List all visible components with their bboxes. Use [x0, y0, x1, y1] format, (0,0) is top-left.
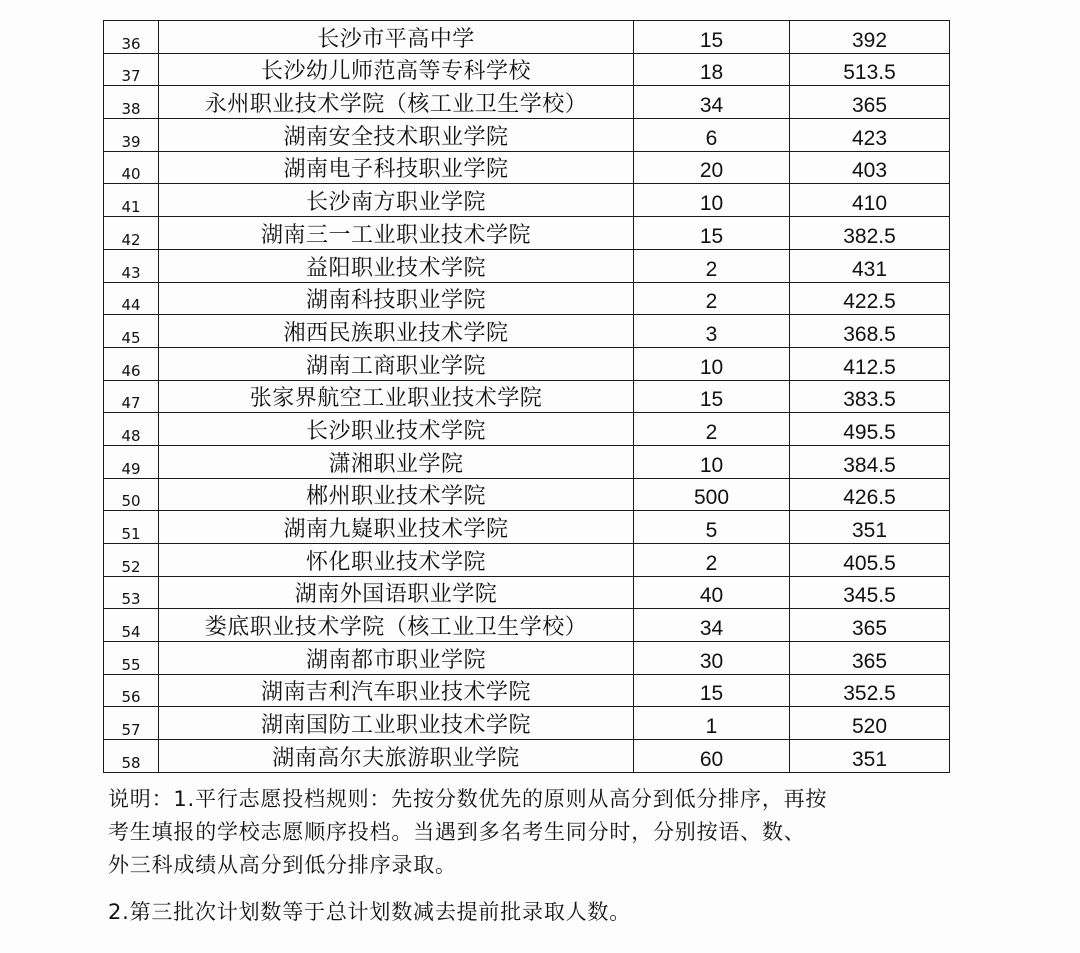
table-row — [104, 282, 950, 315]
table-row — [104, 86, 950, 119]
table-row — [104, 217, 950, 250]
min-score-cell: 351 — [790, 511, 950, 544]
row-index-cell: 49 — [104, 445, 159, 478]
min-score-cell: 345.5 — [790, 576, 950, 609]
table-row — [104, 249, 950, 282]
school-name-cell: 娄底职业技术学院（核工业卫生学校） — [159, 609, 634, 642]
table-row — [104, 478, 950, 511]
table-row — [104, 53, 950, 86]
plan-count-cell: 15 — [634, 674, 790, 707]
min-score-cell: 431 — [790, 249, 950, 282]
row-index-cell: 45 — [104, 315, 159, 348]
row-index-cell: 53 — [104, 576, 159, 609]
school-name-cell: 永州职业技术学院（核工业卫生学校） — [159, 86, 634, 119]
table-row — [104, 707, 950, 740]
school-name-cell: 长沙南方职业学院 — [159, 184, 634, 217]
row-index-cell: 36 — [104, 21, 159, 54]
plan-count-cell: 20 — [634, 151, 790, 184]
row-index-cell: 38 — [104, 86, 159, 119]
min-score-cell: 368.5 — [790, 315, 950, 348]
min-score-cell: 365 — [790, 86, 950, 119]
row-index-cell: 42 — [104, 217, 159, 250]
min-score-cell: 352.5 — [790, 674, 950, 707]
plan-count-cell: 3 — [634, 315, 790, 348]
table-row — [104, 740, 950, 773]
school-name-cell: 湖南电子科技职业学院 — [159, 151, 634, 184]
row-index-cell: 40 — [104, 151, 159, 184]
school-name-cell: 湖南安全技术职业学院 — [159, 119, 634, 152]
min-score-cell: 412.5 — [790, 347, 950, 380]
min-score-cell: 422.5 — [790, 282, 950, 315]
min-score-cell: 426.5 — [790, 478, 950, 511]
row-index-cell: 52 — [104, 544, 159, 577]
table-row — [104, 642, 950, 675]
table-row — [104, 380, 950, 413]
school-name-cell: 湖南吉利汽车职业技术学院 — [159, 674, 634, 707]
min-score-cell: 384.5 — [790, 445, 950, 478]
plan-count-cell: 15 — [634, 21, 790, 54]
table-row — [104, 347, 950, 380]
table-row — [104, 576, 950, 609]
plan-count-cell: 18 — [634, 53, 790, 86]
table-row — [104, 544, 950, 577]
school-name-cell: 长沙职业技术学院 — [159, 413, 634, 446]
row-index-cell: 51 — [104, 511, 159, 544]
school-name-cell: 湖南工商职业学院 — [159, 347, 634, 380]
row-index-cell: 41 — [104, 184, 159, 217]
min-score-cell: 365 — [790, 609, 950, 642]
note-line-1: 说明：1.平行志愿投档规则：先按分数优先的原则从高分到低分排序，再按 — [108, 787, 828, 811]
min-score-cell: 513.5 — [790, 53, 950, 86]
row-index-cell: 55 — [104, 642, 159, 675]
plan-count-cell: 60 — [634, 740, 790, 773]
note-line-3: 外三科成绩从高分到低分排序录取。 — [108, 853, 457, 877]
min-score-cell: 351 — [790, 740, 950, 773]
table-row — [104, 674, 950, 707]
plan-count-cell: 10 — [634, 347, 790, 380]
school-name-cell: 湘西民族职业技术学院 — [159, 315, 634, 348]
plan-count-cell: 15 — [634, 380, 790, 413]
school-name-cell: 张家界航空工业职业技术学院 — [159, 380, 634, 413]
school-name-cell: 郴州职业技术学院 — [159, 478, 634, 511]
school-name-cell: 怀化职业技术学院 — [159, 544, 634, 577]
min-score-cell: 423 — [790, 119, 950, 152]
school-name-cell: 长沙市平高中学 — [159, 21, 634, 54]
plan-count-cell: 34 — [634, 609, 790, 642]
plan-count-cell: 34 — [634, 86, 790, 119]
row-index-cell: 57 — [104, 707, 159, 740]
plan-count-cell: 40 — [634, 576, 790, 609]
plan-count-cell: 2 — [634, 413, 790, 446]
admission-table — [103, 20, 950, 773]
school-name-cell: 湖南科技职业学院 — [159, 282, 634, 315]
school-name-cell: 湖南高尔夫旅游职业学院 — [159, 740, 634, 773]
table-row — [104, 445, 950, 478]
row-index-cell: 46 — [104, 347, 159, 380]
table-row — [104, 119, 950, 152]
table-row — [104, 511, 950, 544]
note-line-2: 考生填报的学校志愿顺序投档。当遇到多名考生同分时，分别按语、数、 — [108, 820, 806, 844]
min-score-cell: 520 — [790, 707, 950, 740]
row-index-cell: 39 — [104, 119, 159, 152]
table-row — [104, 151, 950, 184]
admission-table-body — [104, 21, 950, 773]
row-index-cell: 44 — [104, 282, 159, 315]
row-index-cell: 43 — [104, 249, 159, 282]
min-score-cell: 410 — [790, 184, 950, 217]
school-name-cell: 湖南三一工业职业技术学院 — [159, 217, 634, 250]
table-row — [104, 21, 950, 54]
row-index-cell: 48 — [104, 413, 159, 446]
plan-count-cell: 1 — [634, 707, 790, 740]
school-name-cell: 湖南外国语职业学院 — [159, 576, 634, 609]
plan-count-cell: 2 — [634, 544, 790, 577]
note-line-4: 2.第三批次计划数等于总计划数减去提前批录取人数。 — [108, 900, 632, 924]
school-name-cell: 湖南九嶷职业技术学院 — [159, 511, 634, 544]
table-row — [104, 413, 950, 446]
plan-count-cell: 6 — [634, 119, 790, 152]
row-index-cell: 56 — [104, 674, 159, 707]
plan-count-cell: 10 — [634, 445, 790, 478]
min-score-cell: 383.5 — [790, 380, 950, 413]
plan-count-cell: 15 — [634, 217, 790, 250]
plan-count-cell: 5 — [634, 511, 790, 544]
min-score-cell: 392 — [790, 21, 950, 54]
notes-section — [108, 783, 958, 929]
table-row — [104, 184, 950, 217]
min-score-cell: 403 — [790, 151, 950, 184]
table-row — [104, 315, 950, 348]
row-index-cell: 47 — [104, 380, 159, 413]
school-name-cell: 长沙幼儿师范高等专科学校 — [159, 53, 634, 86]
row-index-cell: 50 — [104, 478, 159, 511]
min-score-cell: 382.5 — [790, 217, 950, 250]
plan-count-cell: 10 — [634, 184, 790, 217]
min-score-cell: 405.5 — [790, 544, 950, 577]
min-score-cell: 365 — [790, 642, 950, 675]
row-index-cell: 54 — [104, 609, 159, 642]
plan-count-cell: 30 — [634, 642, 790, 675]
school-name-cell: 湖南都市职业学院 — [159, 642, 634, 675]
school-name-cell: 湖南国防工业职业技术学院 — [159, 707, 634, 740]
table-row — [104, 609, 950, 642]
plan-count-cell: 2 — [634, 249, 790, 282]
row-index-cell: 37 — [104, 53, 159, 86]
plan-count-cell: 2 — [634, 282, 790, 315]
school-name-cell: 潇湘职业学院 — [159, 445, 634, 478]
school-name-cell: 益阳职业技术学院 — [159, 249, 634, 282]
min-score-cell: 495.5 — [790, 413, 950, 446]
row-index-cell: 58 — [104, 740, 159, 773]
plan-count-cell: 500 — [634, 478, 790, 511]
